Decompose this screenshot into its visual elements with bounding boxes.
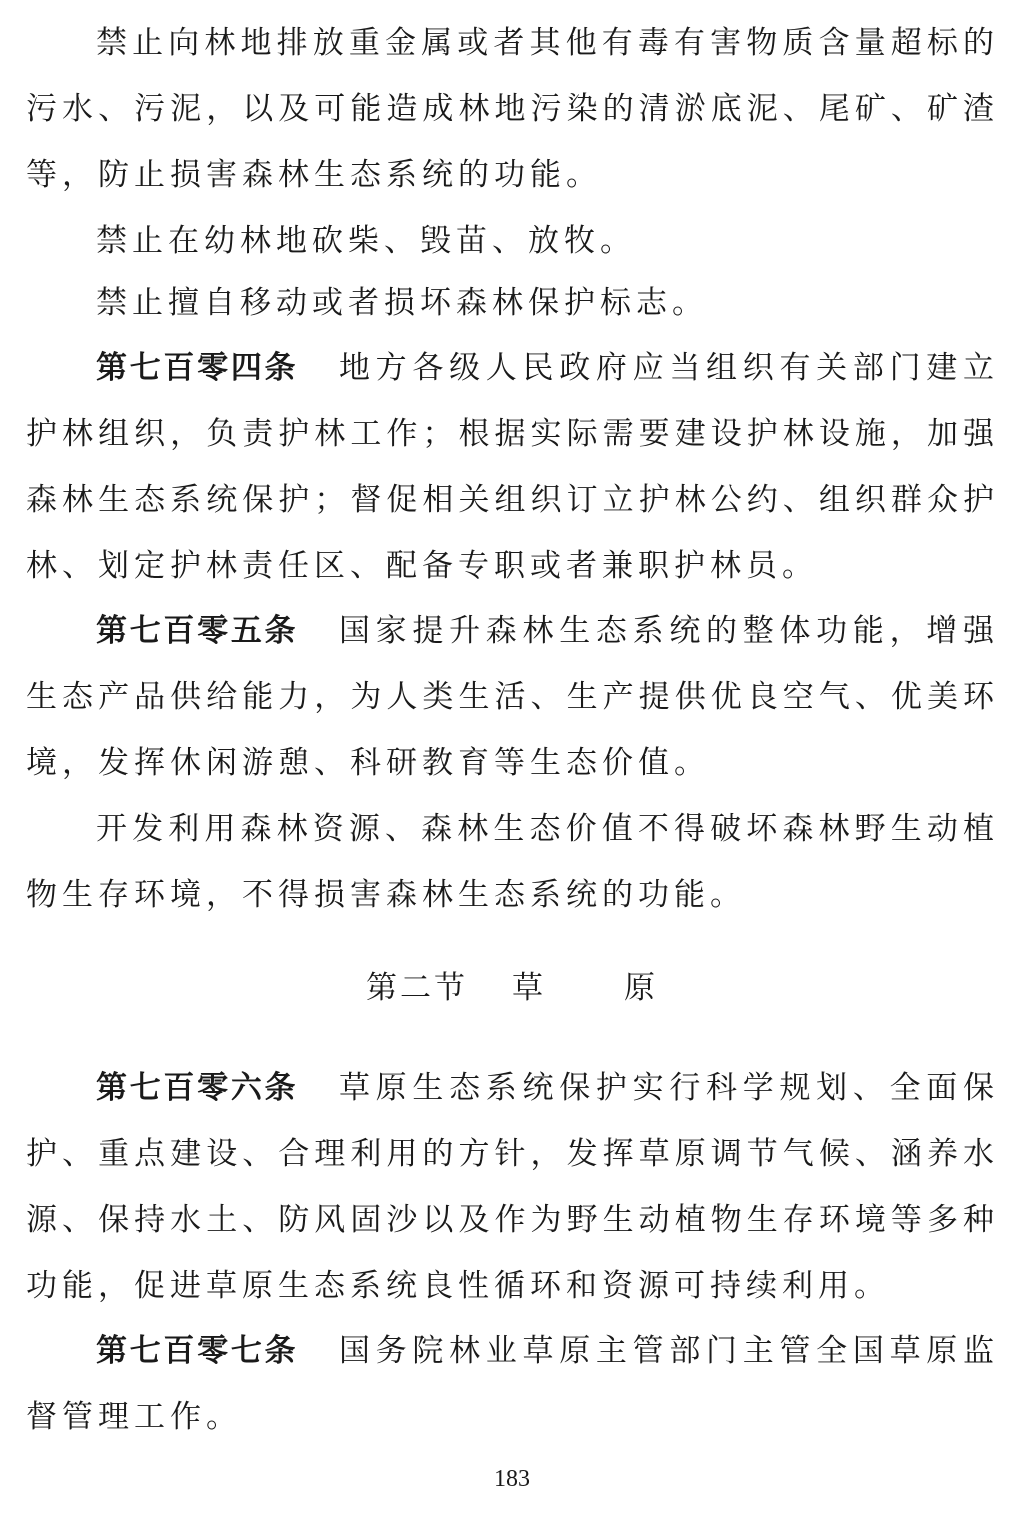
article-text: 国家提升森林生态系统的整体功能，增强生态产品供给能力，为人类生活、生产提供优良空气、优美环境，发挥休闲游憩、科研教育等生态价值。 — [26, 613, 999, 781]
article-number: 第七百零五条 — [96, 613, 299, 649]
paragraph-young-forest-ban — [26, 208, 999, 274]
article-text: 地方各级人民政府应当组织有关部门建立护林组织，负责护林工作；根据实际需要建设护林设施，加强森林生态系统保护；督促相关组织订立护林公约、组织群众护林、划定护林责任区、配备专职或者兼职护林员。 — [26, 350, 999, 584]
article-706 — [26, 1055, 999, 1319]
paragraph-text: 禁止在幼林地砍柴、毁苗、放牧。 — [96, 223, 636, 259]
section-title-char-1: 草 — [512, 970, 546, 1006]
paragraph-heavy-metal-ban — [26, 10, 999, 208]
paragraph-sign-protection — [26, 270, 999, 336]
article-number: 第七百零六条 — [96, 1070, 299, 1106]
section-title-char-2: 原 — [624, 970, 658, 1006]
section-number: 第二节 — [366, 970, 468, 1006]
article-number: 第七百零四条 — [96, 350, 299, 386]
paragraph-text: 开发利用森林资源、森林生态价值不得破坏森林野生动植物生存环境，不得损害森林生态系统的功能。 — [26, 811, 999, 913]
article-text: 国务院林业草原主管部门主管全国草原监督管理工作。 — [26, 1333, 999, 1435]
article-704 — [26, 335, 999, 599]
article-text: 草原生态系统保护实行科学规划、全面保护、重点建设、合理利用的方针，发挥草原调节气候、涵养水源、保持水土、防风固沙以及作为野生动植物生存环境等多种功能，促进草原生态系统良性循环和资源可持续利用。 — [26, 1070, 999, 1304]
paragraph-development-limit — [26, 796, 999, 928]
section-heading — [0, 960, 1024, 1016]
article-number: 第七百零七条 — [96, 1333, 299, 1369]
article-705 — [26, 598, 999, 796]
paragraph-text: 禁止擅自移动或者损坏森林保护标志。 — [96, 285, 708, 321]
paragraph-text: 禁止向林地排放重金属或者其他有毒有害物质含量超标的污水、污泥，以及可能造成林地污染的清淤底泥、尾矿、矿渣等，防止损害森林生态系统的功能。 — [26, 25, 999, 193]
article-707 — [26, 1318, 999, 1450]
page-number: 183 — [494, 1466, 530, 1492]
